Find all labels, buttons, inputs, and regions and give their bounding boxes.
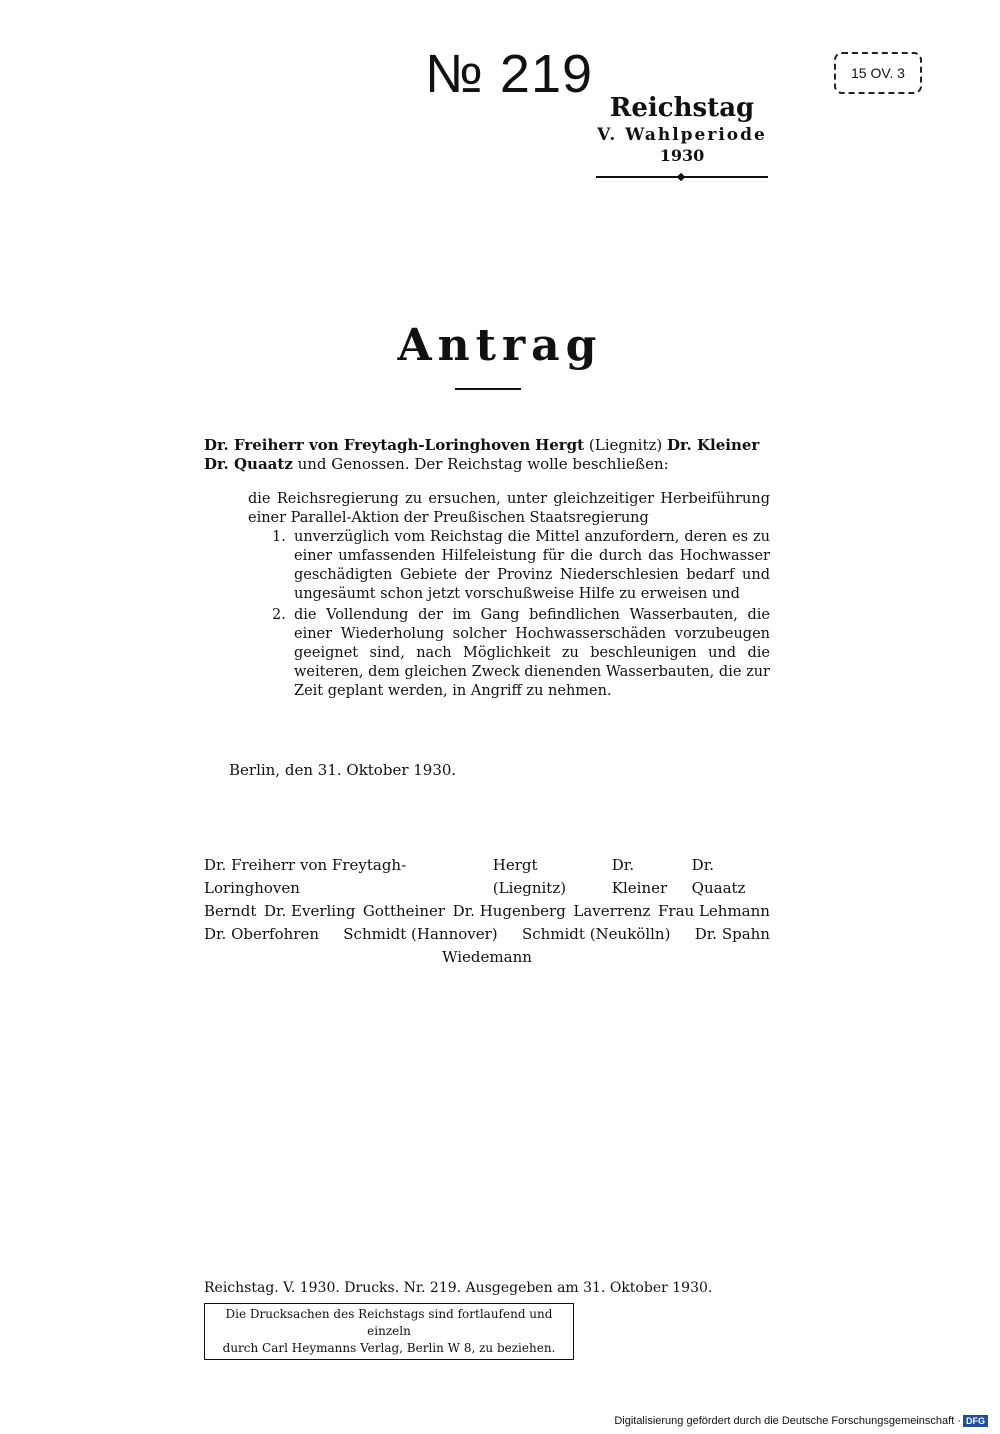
movers-resolution: und Genossen. Der Reichstag wolle beschließen: <box>292 455 669 473</box>
list-item <box>272 606 770 701</box>
place-date: Berlin, den 31. Oktober 1930. <box>229 761 457 779</box>
list-item-number: 2. <box>272 607 286 623</box>
signer-row <box>204 923 770 946</box>
signer: Schmidt (Neukölln) <box>521 925 671 943</box>
print-imprint: Reichstag. V. 1930. Drucks. Nr. 219. Ausgegeben am 31. Oktober 1930. <box>204 1280 713 1296</box>
signer-row <box>204 900 770 923</box>
mover-2-place: (Liegnitz) <box>588 436 663 454</box>
movers-paragraph <box>204 436 770 474</box>
list-item-text: die Vollendung der im Gang befindlichen Wasserbauten, die einer Wiederholung solcher Hochwasserschäden vorzubeugen geeignet sind, nach Möglichkeit zu beschleunigen und die weiteren, dem gleichen Zweck dienenden Wasserbauten, die zur Zeit geplant werden, in Angriff zu nehmen. <box>294 607 770 699</box>
mover-3: Dr. Kleiner <box>667 436 760 454</box>
signer: Dr. Kleiner <box>611 856 668 897</box>
intro-paragraph: die Reichsregierung zu ersuchen, unter gleichzeitiger Herbeiführung einer Parallel-Aktion der Preußischen Staatsregierung <box>248 491 770 526</box>
digitization-credit <box>614 1414 988 1428</box>
signer: Schmidt (Hannover) <box>343 925 498 943</box>
signer: Laverrenz <box>573 902 651 920</box>
received-stamp: 15 OV. 3 <box>834 52 922 94</box>
signer-row <box>204 854 770 900</box>
document-title: Antrag <box>397 320 603 371</box>
signer: Dr. Hugenberg <box>452 902 566 920</box>
list-item <box>272 528 770 604</box>
publisher-note-line: durch Carl Heymanns Verlag, Berlin W 8, zu beziehen. <box>222 1341 556 1355</box>
signatories <box>204 854 770 969</box>
header-period: V. Wahlperiode <box>597 125 767 145</box>
publisher-note-box <box>204 1303 574 1360</box>
mover-2: Hergt <box>535 436 585 454</box>
signer: Dr. Spahn <box>694 925 770 943</box>
mover-1: Dr. Freiherr von Freytagh-Loringhoven <box>204 436 531 454</box>
list-item-text: unverzüglich vom Reichstag die Mittel anzufordern, deren es zu einer umfassenden Hilfeleistung für die durch das Hochwasser geschädigten Gebiete der Provinz Niederschlesien bedarf und ungesäumt schon jetzt vorschußweise Hilfe zu erweisen und <box>294 529 770 602</box>
header-title: Reichstag <box>609 93 755 123</box>
signer-row <box>204 946 770 969</box>
digitization-credit-text: Digitalisierung gefördert durch die Deutsche Forschungsgemeinschaft · <box>614 1415 961 1427</box>
mover-4: Dr. Quaatz <box>204 455 293 473</box>
signer: Gottheiner <box>362 902 446 920</box>
signer: Dr. Everling <box>263 902 356 920</box>
header-rule-ornament <box>677 173 685 181</box>
signer: Dr. Quaatz <box>691 856 746 897</box>
publisher-note-line: Die Drucksachen des Reichstags sind fortlaufend und einzeln <box>225 1307 553 1338</box>
signer: Wiedemann <box>442 948 532 966</box>
header-year: 1930 <box>659 146 705 165</box>
signer: Dr. Freiherr von Freytagh-Loringhoven <box>204 856 407 897</box>
document-number: № 219 <box>425 44 594 104</box>
parliament-header <box>596 92 768 166</box>
signer: Frau Lehmann <box>658 902 770 920</box>
signer: Berndt <box>204 902 257 920</box>
list-item-number: 1. <box>272 529 286 545</box>
signer: Dr. Oberfohren <box>204 925 319 943</box>
signer: Hergt (Liegnitz) <box>492 856 567 897</box>
title-rule <box>455 388 521 390</box>
dfg-logo: DFG <box>963 1415 988 1427</box>
